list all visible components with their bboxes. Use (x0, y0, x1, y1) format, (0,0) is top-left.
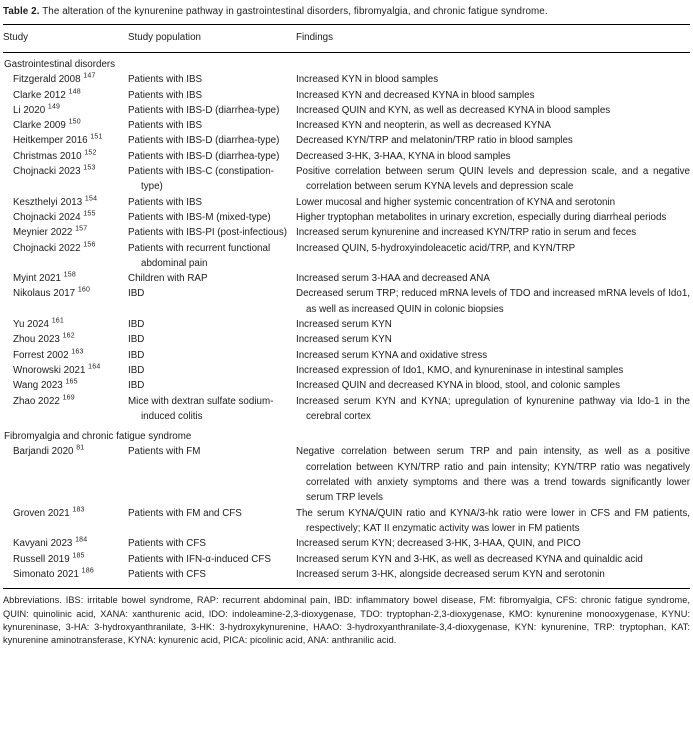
findings-cell: Lower mucosal and higher systemic concentration of KYNA and serotonin (296, 196, 616, 208)
findings-cell: Increased QUIN, 5-hydroxyindoleacetic acid/TRP, and KYN/TRP (296, 242, 576, 254)
study-name: Yu 2024 (13, 319, 52, 331)
study-cell (3, 149, 128, 164)
section-title: Gastrointestinal disorders (4, 59, 116, 70)
study-cell (3, 195, 128, 210)
reference-superscript: 160 (77, 287, 91, 295)
study-population-cell: IBD (128, 288, 145, 300)
column-header-study: Study (3, 32, 29, 43)
table-row (3, 552, 690, 567)
study-population-cell: Children with RAP (128, 273, 208, 285)
study-name: Clarke 2012 (13, 89, 69, 101)
table-row (3, 444, 690, 505)
study-cell (3, 536, 128, 551)
table-row (3, 149, 690, 164)
reference-superscript: 148 (68, 88, 81, 96)
findings-cell: Increased serum 3-HAA and decreased ANA (296, 273, 490, 285)
findings-cell: Increased QUIN and decreased KYNA in blood, stool, and colonic samples (296, 380, 621, 392)
study-population-cell: IBD (128, 380, 145, 392)
findings-cell: Increased KYN and decreased KYNA in blood samples (296, 89, 535, 101)
table-row (3, 394, 690, 425)
findings-cell: Increased serum KYN and KYNA; upregulation of kynurenine pathway via Ido-1 in the cerebral cortex (296, 395, 690, 422)
reference-superscript: 155 (83, 210, 96, 218)
study-population-cell: Patients with IBS-D (diarrhea-type) (128, 135, 280, 147)
reference-superscript: 152 (84, 149, 97, 157)
findings-cell: Increased KYN in blood samples (296, 74, 439, 86)
study-population-cell: Patients with IBS-M (mixed-type) (128, 211, 271, 223)
reference-superscript: 158 (63, 271, 76, 279)
findings-cell: Increased serum KYN; decreased 3-HK, 3-HAA, QUIN, and PICO (296, 538, 581, 550)
study-population-cell: Patients with CFS (128, 538, 206, 550)
study-cell (3, 332, 128, 347)
findings-cell: Decreased 3-HK, 3-HAA, KYNA in blood samples (296, 150, 511, 162)
reference-superscript: 161 (51, 317, 64, 325)
study-population-cell: Patients with IBS (128, 74, 203, 86)
reference-superscript: 149 (47, 103, 61, 111)
study-name: Chojnacki 2022 (13, 242, 84, 254)
table-row (3, 378, 690, 393)
study-population-cell: Patients with IBS (128, 196, 203, 208)
study-name: Wang 2023 (13, 380, 66, 392)
table-row (3, 332, 690, 347)
findings-cell: Increased QUIN and KYN, as well as decreased KYNA in blood samples (296, 104, 611, 116)
reference-superscript: 183 (72, 506, 85, 514)
study-cell (3, 210, 128, 225)
table-row (3, 536, 690, 551)
reference-superscript: 81 (76, 445, 85, 453)
table-row (3, 210, 690, 225)
study-name: Wnorowski 2021 (13, 364, 89, 376)
study-cell (3, 286, 128, 317)
study-cell (3, 103, 128, 118)
study-cell (3, 133, 128, 148)
study-cell (3, 317, 128, 332)
study-population-cell: IBD (128, 319, 145, 331)
study-name: Heitkemper 2016 (13, 135, 91, 147)
study-cell (3, 378, 128, 393)
findings-cell: Increased expression of Ido1, KMO, and kynureninase in intestinal samples (296, 364, 624, 376)
study-cell (3, 241, 128, 272)
abbreviations-text: IBS: irritable bowel syndrome, RAP: recurrent abdominal pain, IBD: inflammatory bowel disease, FM: fibromyalgia, CFS: chronic fatigue syndrome, QUIN: quinolinic acid, XANA: xanthurenic acid, IDO: indoleamine-2,3-dioxygenase, TDO: tryptophan-2,3-dioxygenase, KMO: kynurenine monooxygenase, KYNU: kynureninase, 3-HA: 3-hydroxyanthranilate, 3-HK: 3-hydroxykynurenine, HAAO: 3-hydroxyanthranilate-3,4-dioxygenase, KYN: kynurenine, TRP: tryptophan, KAT: kynurenine aminotransferase, KYNA: kynurenic acid, PICA: picolinic acid, ANA: anthranilic acid. (3, 595, 690, 646)
findings-cell: Increased serum kynurenine and increased KYN/TRP ratio in serum and feces (296, 227, 637, 239)
study-population-cell: Patients with IFN-α-induced CFS (128, 553, 271, 565)
table-row (3, 317, 690, 332)
study-name: Barjandi 2020 (13, 446, 77, 458)
study-cell (3, 444, 128, 505)
findings-cell: Increased serum KYN (296, 319, 392, 331)
study-population-cell: Patients with FM (128, 446, 201, 458)
column-header-findings: Findings (296, 32, 334, 43)
table-body (3, 53, 690, 588)
table-row (3, 88, 690, 103)
table-caption-text: The alteration of the kynurenine pathway in gastrointestinal disorders, fibromyalgia, and chronic fatigue syndrome. (42, 6, 548, 17)
study-name: Zhou 2023 (13, 334, 63, 346)
study-cell (3, 567, 128, 582)
study-population-cell: IBD (128, 349, 145, 361)
findings-cell: Increased serum KYN and 3-HK, as well as decreased KYNA and quinaldic acid (296, 553, 643, 565)
reference-superscript: 165 (65, 378, 78, 386)
findings-cell: Higher tryptophan metabolites in urinary excretion, especially during diarrheal periods (296, 211, 667, 223)
reference-superscript: 164 (88, 363, 101, 371)
table-row (3, 164, 690, 195)
abbreviations-label: Abbreviations. (3, 595, 62, 606)
study-cell (3, 271, 128, 286)
section-title: Fibromyalgia and chronic fatigue syndrome (4, 431, 192, 443)
reference-superscript: 162 (62, 333, 75, 341)
table-row (3, 506, 690, 537)
table-row (3, 286, 690, 317)
study-name: Keszthelyi 2013 (13, 196, 85, 208)
table-row (3, 363, 690, 378)
study-name: Forrest 2002 (13, 349, 72, 361)
study-name: Groven 2021 (13, 507, 73, 519)
study-population-cell: IBD (128, 334, 145, 346)
table-caption (3, 3, 690, 24)
table-row (3, 567, 690, 582)
study-population-cell: Patients with IBS (128, 89, 203, 101)
study-name: Fitzgerald 2008 (13, 74, 84, 86)
findings-cell: Increased KYN and neopterin, as well as decreased KYNA (296, 120, 551, 132)
study-population-cell: Patients with IBS-D (diarrhea-type) (128, 104, 280, 116)
findings-cell: The serum KYNA/QUIN ratio and KYNA/3-hk ratio were lower in CFS and FM patients, respectively; KAT II enzymatic activity was lower in FM patients (296, 507, 690, 534)
study-name: Simonato 2021 (13, 568, 82, 580)
table-row (3, 133, 690, 148)
study-population-cell: Patients with IBS-D (diarrhea-type) (128, 150, 280, 162)
table-row (3, 195, 690, 210)
study-population-cell: Patients with IBS-C (constipation-type) (128, 166, 274, 193)
study-name: Zhao 2022 (13, 395, 63, 407)
study-population-cell: IBD (128, 364, 145, 376)
reference-superscript: 186 (81, 567, 94, 575)
reference-superscript: 169 (62, 394, 75, 402)
reference-superscript: 184 (75, 536, 88, 544)
study-name: Meynier 2022 (13, 227, 76, 239)
findings-cell: Negative correlation between serum TRP and pain intensity, as well as a positive correlation between KYN/TRP ratio and pain intensity; KYN/TRP ratio was negatively correlated with anxiety symptoms and there was a trend towards significantly lower serum TRP levels (296, 446, 690, 504)
study-cell (3, 552, 128, 567)
study-name: Li 2020 (13, 104, 48, 116)
study-population-cell: Patients with IBS (128, 120, 203, 132)
reference-superscript: 156 (83, 241, 96, 249)
table-row (3, 225, 690, 240)
study-name: Clarke 2009 (13, 120, 69, 132)
reference-superscript: 153 (83, 164, 96, 172)
findings-cell: Decreased serum TRP; reduced mRNA levels of TDO and increased mRNA levels of Ido1, as well as increased QUIN in colonic biopsies (296, 288, 690, 315)
findings-cell: Increased serum KYN (296, 334, 392, 346)
study-cell (3, 394, 128, 425)
study-name: Nikolaus 2017 (13, 288, 78, 300)
study-cell (3, 88, 128, 103)
study-name: Russell 2019 (13, 553, 73, 565)
table-row (3, 118, 690, 133)
study-population-cell: Patients with FM and CFS (128, 507, 242, 519)
reference-superscript: 185 (72, 552, 85, 560)
study-cell (3, 164, 128, 195)
study-cell (3, 348, 128, 363)
column-header-study-population: Study population (128, 32, 201, 43)
table-row (3, 241, 690, 272)
findings-cell: Decreased KYN/TRP and melatonin/TRP ratio in blood samples (296, 135, 573, 147)
study-population-cell: Mice with dextran sulfate sodium-induced colitis (128, 395, 274, 422)
study-cell (3, 225, 128, 240)
study-cell (3, 72, 128, 87)
study-name: Myint 2021 (13, 273, 64, 285)
study-cell (3, 118, 128, 133)
table-row (3, 271, 690, 286)
study-name: Christmas 2010 (13, 150, 85, 162)
reference-superscript: 163 (71, 348, 84, 356)
reference-superscript: 154 (84, 195, 98, 203)
abbreviations-footnote (3, 589, 690, 648)
table-row (3, 72, 690, 87)
study-population-cell: Patients with IBS-PI (post-infectious) (128, 227, 287, 239)
reference-superscript: 151 (90, 134, 103, 142)
findings-cell: Increased serum KYNA and oxidative stress (296, 349, 488, 361)
table-header-row (3, 25, 690, 52)
study-cell (3, 506, 128, 537)
reference-superscript: 150 (68, 118, 81, 126)
table-row (3, 103, 690, 118)
study-cell (3, 363, 128, 378)
study-population-cell: Patients with recurrent functional abdominal pain (128, 242, 271, 269)
table-caption-label: Table 2. (3, 6, 40, 17)
study-name: Chojnacki 2024 (13, 211, 84, 223)
findings-cell: Increased serum 3-HK, alongside decreased serum KYN and serotonin (296, 568, 605, 580)
reference-superscript: 157 (75, 226, 88, 233)
table-row (3, 348, 690, 363)
study-name: Chojnacki 2023 (13, 166, 84, 178)
reference-superscript: 147 (83, 73, 96, 81)
findings-cell: Positive correlation between serum QUIN levels and depression scale, and a negative correlation between serum KYNA levels and depression scale (296, 166, 690, 193)
study-population-cell: Patients with CFS (128, 568, 206, 580)
study-name: Kavyani 2023 (13, 538, 76, 550)
